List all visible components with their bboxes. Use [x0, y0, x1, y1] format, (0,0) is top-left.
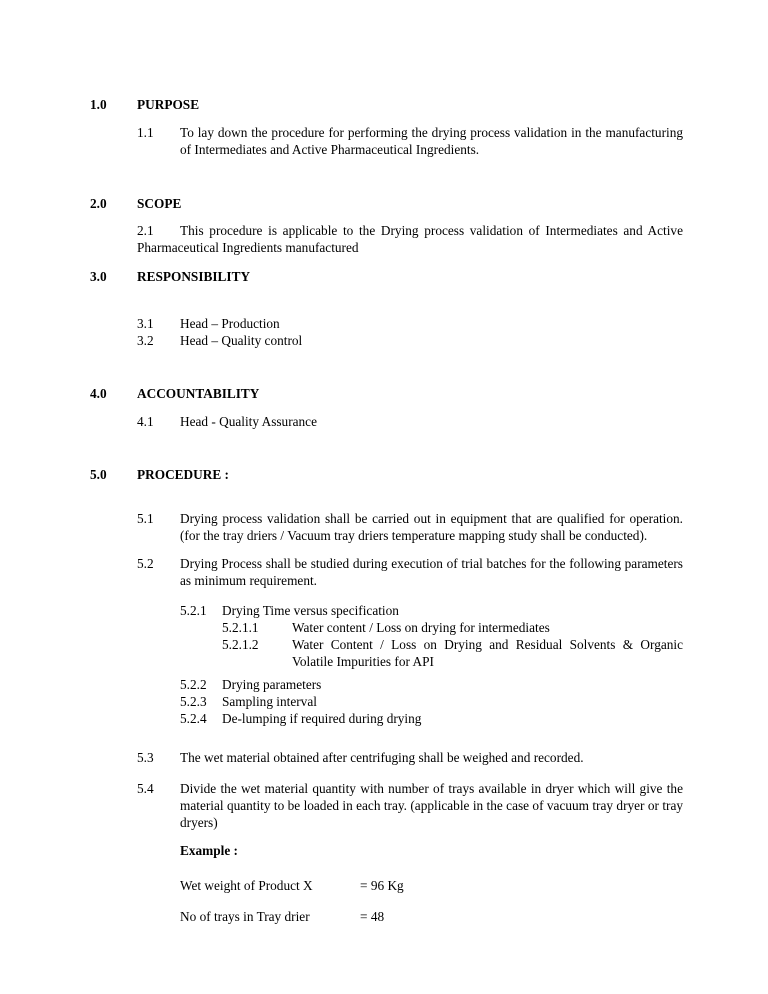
clause-number: 5.4: [137, 781, 154, 796]
section-number: 1.0: [90, 97, 107, 112]
clause-text: Water content / Loss on drying for intermediates: [292, 620, 550, 635]
clause-5-2-1: [180, 602, 683, 619]
clause-text: Drying parameters: [222, 677, 322, 692]
clause-number: 3.1: [137, 316, 154, 331]
section-heading-procedure: [90, 466, 683, 483]
clause-number: 4.1: [137, 414, 154, 429]
clause-5-2-2: [180, 676, 683, 693]
clause-text: Sampling interval: [222, 694, 317, 709]
clause-text: Divide the wet material quantity with number of trays available in dryer which will give the material quantity to be loaded in each tray. (applicable in the case of vacuum tray dryer or tray dryers): [180, 781, 683, 830]
clause-5-2-4: [180, 710, 683, 727]
example-value: = 96 Kg: [360, 878, 404, 893]
clause-3-2: [137, 332, 683, 349]
section-heading-responsibility: [90, 268, 683, 285]
clause-number: 5.2.1.1: [222, 620, 259, 635]
clause-text: Head – Quality control: [180, 333, 303, 348]
clause-number: 3.2: [137, 333, 154, 348]
clause-5-2-1-1: [222, 619, 683, 636]
clause-text: De-lumping if required during drying: [222, 711, 422, 726]
clause-text: Head - Quality Assurance: [180, 414, 317, 429]
section-heading-scope: [90, 195, 683, 212]
clause-number: 5.2: [137, 556, 154, 571]
clause-5-2: [137, 555, 683, 589]
example-value: = 48: [360, 909, 385, 924]
clause-4-1: [137, 413, 683, 430]
example-row: [180, 908, 683, 925]
section-title: RESPONSIBILITY: [137, 269, 251, 284]
clause-text: Drying process validation shall be carried out in equipment that are qualified for operation. (for the tray driers / Vacuum tray driers temperature mapping study shall be conducted).: [180, 511, 683, 543]
clause-5-2-1-2: [222, 636, 683, 670]
clause-text: Water Content / Loss on Drying and Residual Solvents & Organic Volatile Impurities for API: [292, 637, 683, 669]
clause-5-1: [137, 510, 683, 544]
clause-text: This procedure is applicable to the Drying process validation of Intermediates and Active Pharmaceutical Ingredients manufactured: [137, 223, 683, 255]
section-heading-accountability: [90, 385, 683, 402]
section-title: ACCOUNTABILITY: [137, 386, 260, 401]
example-label: No of trays in Tray drier: [180, 909, 310, 924]
section-number: 4.0: [90, 386, 107, 401]
clause-number: 2.1: [137, 223, 154, 238]
example-heading: Example :: [180, 843, 238, 858]
section-number: 3.0: [90, 269, 107, 284]
clause-number: 5.2.3: [180, 694, 207, 709]
section-title: SCOPE: [137, 196, 182, 211]
clause-text: Head – Production: [180, 316, 280, 331]
clause-number: 5.2.1.2: [222, 637, 259, 652]
clause-5-4: [137, 780, 683, 831]
clause-number: 5.2.2: [180, 677, 207, 692]
clause-5-3: [137, 749, 683, 766]
clause-number: 1.1: [137, 125, 154, 140]
clause-text: Drying Time versus specification: [222, 603, 399, 618]
section-heading-purpose: [90, 96, 683, 113]
clause-text: Drying Process shall be studied during execution of trial batches for the following parameters as minimum requirement.: [180, 556, 683, 588]
clause-2-1: [137, 222, 683, 256]
clause-number: 5.3: [137, 750, 154, 765]
clause-number: 5.2.4: [180, 711, 207, 726]
clause-number: 5.1: [137, 511, 154, 526]
section-title: PURPOSE: [137, 97, 200, 112]
section-number: 2.0: [90, 196, 107, 211]
clause-5-2-3: [180, 693, 683, 710]
clause-1-1: [137, 124, 683, 158]
clause-text: To lay down the procedure for performing the drying process validation in the manufacturing of Intermediates and Active Pharmaceutical Ingredients.: [180, 125, 683, 157]
clause-3-1: [137, 315, 683, 332]
section-title: PROCEDURE :: [137, 467, 229, 482]
section-number: 5.0: [90, 467, 107, 482]
example-row: [180, 877, 683, 894]
example-label: Wet weight of Product X: [180, 878, 313, 893]
clause-text: The wet material obtained after centrifuging shall be weighed and recorded.: [180, 750, 584, 765]
clause-number: 5.2.1: [180, 603, 207, 618]
